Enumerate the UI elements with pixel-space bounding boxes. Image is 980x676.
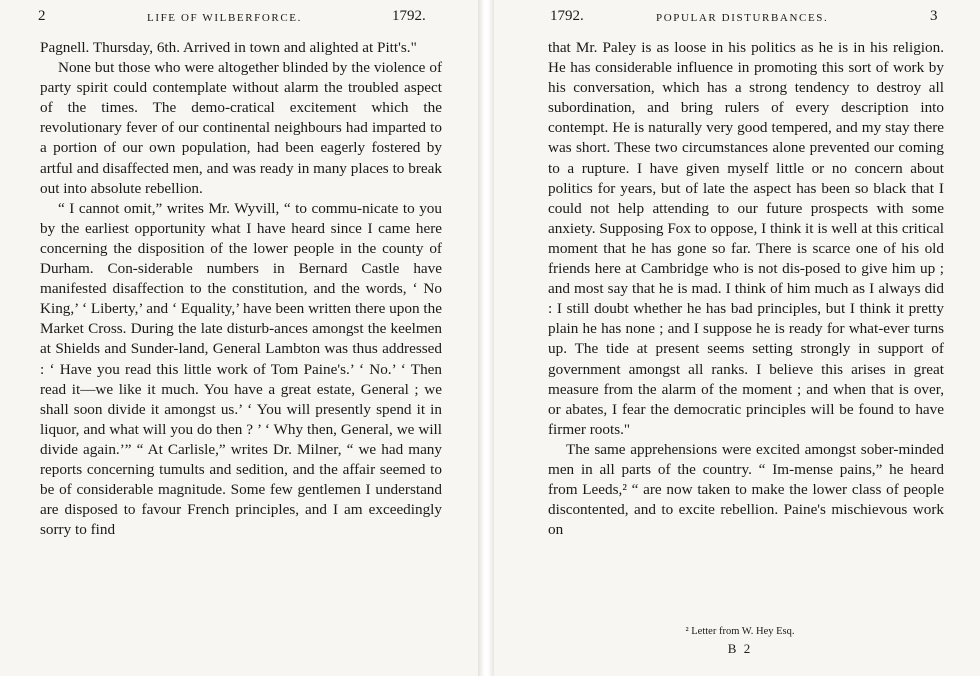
book-gutter (478, 0, 494, 676)
right-year: 1792. (550, 8, 584, 24)
left-paragraph-1: Pagnell. Thursday, 6th. Arrived in town and alighted at Pitt's." (40, 39, 417, 56)
left-year: 1792. (392, 8, 426, 24)
left-paragraph-3: “ I cannot omit,” writes Mr. Wyvill, “ to commu-nicate to you by the earliest opportunity what I have heard since I came here concerning the disposition of the lower people in the county of Durham. Con-siderable numbers in Bernard Castle have manifested disaffection to the constitution, and the words, ‘ No King,’ ‘ Liberty,’ and ‘ Equality,’ have been written there upon the Market Cross. During the late disturb-ances amongst the keelmen at Shields and Sunder-land, General Lambton was thus addressed : ‘ Have you read this little work of Tom Paine's.’ ‘ No.’ ‘ Then read it—we like it much. You have a great estate, General ; we shall soon divide it amongst us.’ ‘ You will presently spend it in liquor, and what will you do then ? ’ ‘ Why then, General, we will divide again.’” “ At Carlisle,” writes Dr. Milner, “ we had many reports concerning tumults and sedition, and the affair seemed to be of considerable magnitude. Some few gentlemen I understand are disposed to favour French principles, and I am exceedingly sorry to find (40, 199, 442, 539)
right-paragraph-1: that Mr. Paley is as loose in his politics as he is in his religion. He has considerable influence in promoting this sort of work by his conversation, which has a strong tendency to destroy all subordination, and bring rulers of every description into contempt. He is naturally very good tempered, and my stay there was short. These two circumstances alone prevented our coming to a rupture. I have given myself little or no concern about politics for years, but of late the aspect has been so black that I could not help attending to our future prospects with some anxiety. Supposing Fox to oppose, I think it is well at this critical moment that he has gone so far. There is scarce one of his old friends here at Cambridge who is not dis-posed to give him up ; and most say that he is mad. I think of him much as I always did : I still doubt whether he has bad principles, but I think it pretty plain he has none ; and I suppose he is ready for what-ever turns up. The tide at present seems setting strongly in support of government amongst all ranks. I believe this arises in great measure from the alarm of the moment ; and when that is over, or abates, I fear the democratic principles will be found to have firmer roots." (548, 39, 944, 438)
signature-mark: B 2 (727, 641, 753, 656)
left-running-head: LIFE OF WILBERFORCE. (147, 12, 302, 24)
left-body (40, 38, 442, 540)
left-page-number: 2 (38, 8, 46, 24)
footnote: ² Letter from W. Hey Esq. (685, 626, 795, 637)
right-running-head: POPULAR DISTURBANCES. (656, 12, 829, 24)
right-page-number: 3 (930, 8, 938, 24)
right-body (548, 38, 944, 540)
right-paragraph-2: The same apprehensions were excited amongst sober-minded men in all parts of the country. “ Im-mense pains,” he heard from Leeds,² “ are now taken to make the lower class of people discontented, and to excite rebellion. Paine's mischievous work on (548, 440, 944, 539)
left-paragraph-2: None but those who were altogether blinded by the violence of party spirit could contemplate without alarm the troubled aspect of the times. The demo-cratical excitement which the revolutionary fever of our continental neighbours had imparted to a portion of our own population, had been eagerly fostered by artful and disaffected men, and was ready in many places to break out into absolute rebellion. (40, 59, 442, 197)
